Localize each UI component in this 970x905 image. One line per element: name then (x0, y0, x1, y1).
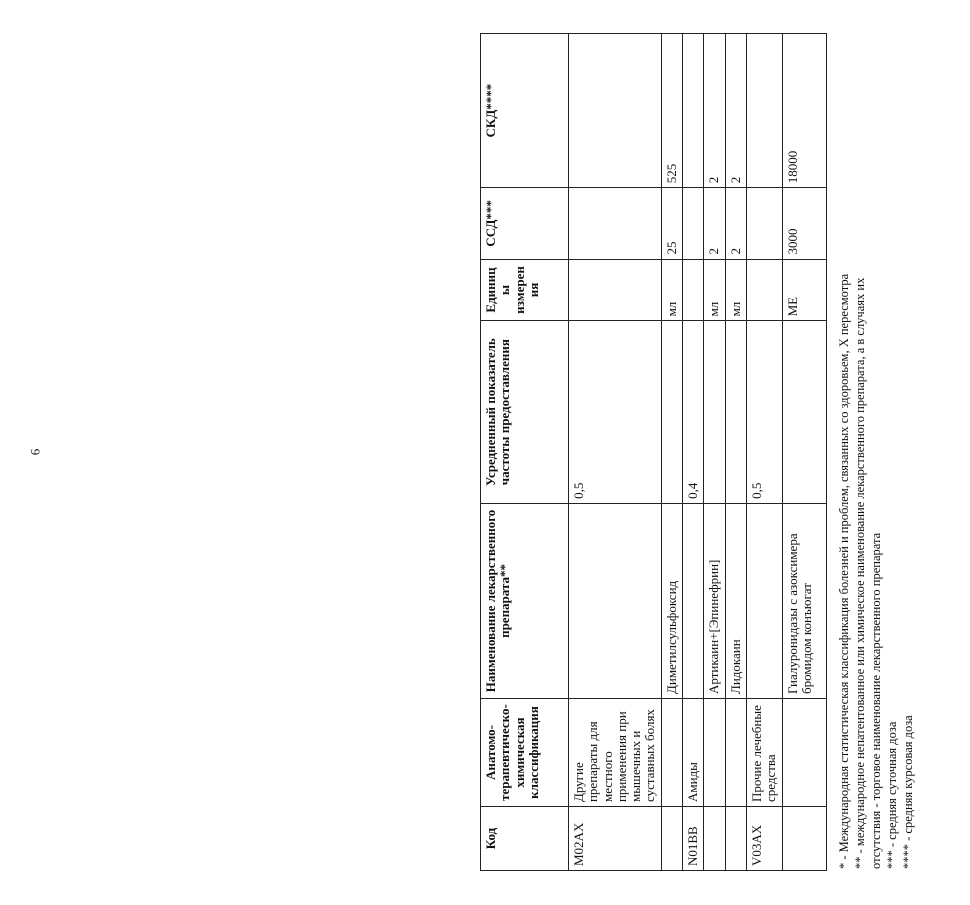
cell-code (704, 807, 725, 871)
footnotes (836, 29, 916, 869)
cell-skd (746, 34, 782, 188)
table-row (725, 34, 746, 871)
cell-ssd: 25 (661, 188, 682, 259)
footnote: **** - средняя курсовая доза (901, 715, 915, 869)
header-drug-name: Наименование лекарственного препарата** (481, 503, 569, 698)
cell-frequency (704, 321, 725, 504)
footnote: ** - международное непатентованное или химическое наименование лекарственного препарата, а в случаях их (853, 277, 867, 869)
cell-units: мл (661, 259, 682, 321)
cell-ssd: 2 (725, 188, 746, 259)
cell-frequency: 0,5 (746, 321, 782, 504)
table-row (683, 34, 704, 871)
cell-code: N01BB (683, 807, 704, 871)
cell-skd: 2 (704, 34, 725, 188)
cell-skd: 2 (725, 34, 746, 188)
footnote: * - Международная статистическая классификация болезней и проблем, связанных со здоровьем, X пересмотра (837, 273, 851, 869)
cell-drug: Гиалуронидазы с азоксимера бромидом конъюгат (782, 503, 826, 698)
cell-skd: 18000 (782, 34, 826, 188)
table-row (661, 34, 682, 871)
drug-table (480, 33, 827, 871)
cell-code: V03AX (746, 807, 782, 871)
cell-code: M02AX (569, 807, 662, 871)
cell-atc (782, 699, 826, 807)
cell-drug (746, 503, 782, 698)
footnote: отсутствия - торговое наименование лекарственного препарата (869, 532, 883, 869)
cell-skd (683, 34, 704, 188)
header-skd: СКД**** (481, 34, 569, 188)
cell-ssd (569, 188, 662, 259)
cell-ssd: 2 (704, 188, 725, 259)
cell-atc: Другие препараты для местного применения при мышечных и суставных болях (569, 699, 662, 807)
cell-atc (725, 699, 746, 807)
cell-ssd (683, 188, 704, 259)
footnote: *** - средняя суточная доза (885, 721, 899, 869)
cell-atc (704, 699, 725, 807)
cell-units (569, 259, 662, 321)
cell-ssd: 3000 (782, 188, 826, 259)
cell-skd: 525 (661, 34, 682, 188)
cell-frequency (725, 321, 746, 504)
cell-atc: Амиды (683, 699, 704, 807)
table-row (569, 34, 662, 871)
cell-drug (683, 503, 704, 698)
cell-frequency: 0,5 (569, 321, 662, 504)
header-ssd: ССД*** (481, 188, 569, 259)
cell-frequency: 0,4 (683, 321, 704, 504)
header-atc: Анатомо-терапевтическо-химическая классификация (481, 699, 569, 807)
cell-units: мл (704, 259, 725, 321)
cell-frequency (661, 321, 682, 504)
cell-code (782, 807, 826, 871)
table-row (704, 34, 725, 871)
cell-code (725, 807, 746, 871)
cell-drug: Артикаин+[Эпинефрин] (704, 503, 725, 698)
cell-atc (661, 699, 682, 807)
cell-code (661, 807, 682, 871)
table-header-row (481, 34, 569, 871)
cell-drug: Диметилсульфоксид (661, 503, 682, 698)
cell-skd (569, 34, 662, 188)
table-row (782, 34, 826, 871)
cell-ssd (746, 188, 782, 259)
cell-atc: Прочие лечебные средства (746, 699, 782, 807)
table-row (746, 34, 782, 871)
page-number: 6 (27, 448, 43, 456)
cell-units (683, 259, 704, 321)
cell-units: МЕ (782, 259, 826, 321)
cell-units (746, 259, 782, 321)
cell-drug: Лидокаин (725, 503, 746, 698)
cell-drug (569, 503, 662, 698)
header-units: Единицы измерения (481, 259, 569, 321)
header-frequency: Усредненный показатель частоты предоставления (481, 321, 569, 504)
cell-frequency (782, 321, 826, 504)
cell-units: мл (725, 259, 746, 321)
header-code: Код (481, 807, 569, 871)
rotated-page-content (470, 15, 970, 883)
